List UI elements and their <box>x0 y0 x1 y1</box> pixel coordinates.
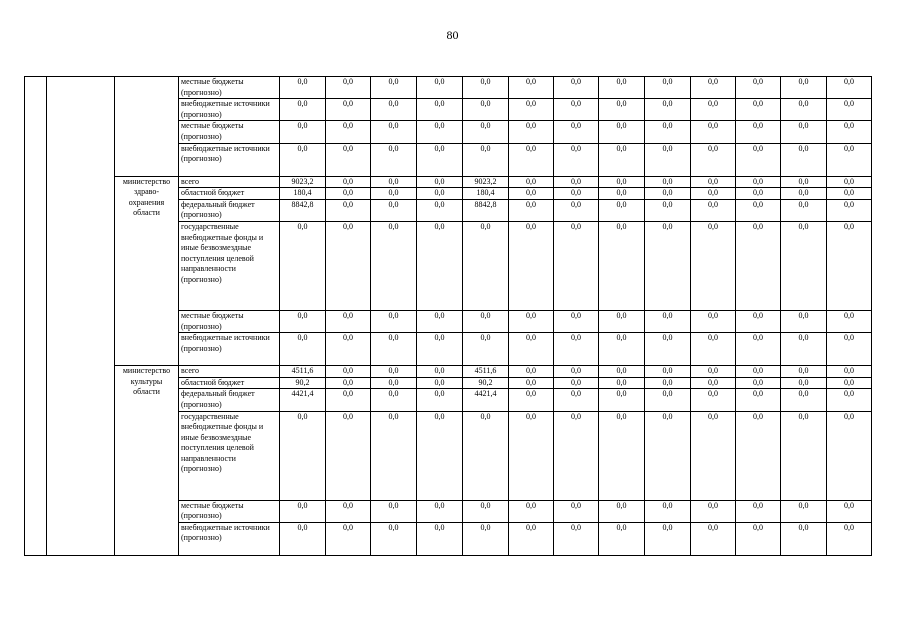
value-cell: 0,0 <box>827 188 872 200</box>
value-cell: 0,0 <box>509 143 554 176</box>
value-cell: 0,0 <box>509 99 554 121</box>
value-cell: 0,0 <box>509 310 554 332</box>
value-cell: 0,0 <box>371 121 417 143</box>
value-cell: 0,0 <box>736 522 781 555</box>
page-number: 80 <box>446 28 459 42</box>
value-cell: 0,0 <box>691 77 736 99</box>
value-cell: 0,0 <box>371 522 417 555</box>
value-cell: 0,0 <box>691 121 736 143</box>
value-cell: 180,4 <box>280 188 326 200</box>
value-cell: 0,0 <box>417 310 463 332</box>
value-cell: 0,0 <box>599 366 645 378</box>
value-cell: 0,0 <box>827 366 872 378</box>
value-cell: 0,0 <box>554 199 599 221</box>
value-cell: 0,0 <box>736 199 781 221</box>
value-cell: 0,0 <box>691 366 736 378</box>
value-cell: 0,0 <box>509 77 554 99</box>
funding-source-cell: местные бюджеты (прогнозно) <box>179 77 280 99</box>
value-cell: 0,0 <box>417 188 463 200</box>
value-cell: 0,0 <box>417 366 463 378</box>
value-cell: 0,0 <box>781 99 827 121</box>
value-cell: 0,0 <box>781 199 827 221</box>
value-cell: 4421,4 <box>463 389 509 411</box>
value-cell: 0,0 <box>371 389 417 411</box>
value-cell: 0,0 <box>280 310 326 332</box>
value-cell: 0,0 <box>554 377 599 389</box>
value-cell: 0,0 <box>463 411 509 500</box>
value-cell: 0,0 <box>691 143 736 176</box>
organization-cell: министерство культуры области <box>115 366 179 556</box>
value-cell: 0,0 <box>326 188 371 200</box>
value-cell: 0,0 <box>417 77 463 99</box>
value-cell: 0,0 <box>645 411 691 500</box>
value-cell: 0,0 <box>371 199 417 221</box>
value-cell: 0,0 <box>599 310 645 332</box>
value-cell: 0,0 <box>280 99 326 121</box>
value-cell: 0,0 <box>417 500 463 522</box>
value-cell: 0,0 <box>691 310 736 332</box>
funding-source-cell: местные бюджеты (прогнозно) <box>179 500 280 522</box>
value-cell: 9023,2 <box>280 176 326 188</box>
value-cell: 0,0 <box>645 221 691 310</box>
value-cell: 0,0 <box>417 221 463 310</box>
value-cell: 0,0 <box>827 522 872 555</box>
value-cell: 0,0 <box>781 143 827 176</box>
value-cell: 0,0 <box>326 143 371 176</box>
value-cell: 0,0 <box>827 77 872 99</box>
value-cell: 0,0 <box>371 333 417 366</box>
value-cell: 0,0 <box>371 377 417 389</box>
value-cell: 0,0 <box>326 310 371 332</box>
value-cell: 4421,4 <box>280 389 326 411</box>
value-cell: 0,0 <box>827 121 872 143</box>
value-cell: 0,0 <box>599 500 645 522</box>
value-cell: 0,0 <box>554 143 599 176</box>
value-cell: 0,0 <box>827 199 872 221</box>
funding-source-cell: местные бюджеты (прогнозно) <box>179 310 280 332</box>
value-cell: 0,0 <box>827 500 872 522</box>
value-cell: 0,0 <box>509 500 554 522</box>
value-cell: 0,0 <box>509 221 554 310</box>
value-cell: 0,0 <box>691 411 736 500</box>
organization-cell <box>115 77 179 177</box>
value-cell: 0,0 <box>736 99 781 121</box>
value-cell: 0,0 <box>509 333 554 366</box>
value-cell: 0,0 <box>691 176 736 188</box>
value-cell: 0,0 <box>280 333 326 366</box>
value-cell: 0,0 <box>645 377 691 389</box>
value-cell: 0,0 <box>371 366 417 378</box>
value-cell: 0,0 <box>827 377 872 389</box>
value-cell: 0,0 <box>463 143 509 176</box>
value-cell: 0,0 <box>736 77 781 99</box>
value-cell: 0,0 <box>326 77 371 99</box>
value-cell: 0,0 <box>599 389 645 411</box>
value-cell: 0,0 <box>417 121 463 143</box>
value-cell: 0,0 <box>599 99 645 121</box>
value-cell: 8842,8 <box>463 199 509 221</box>
funding-source-cell: государственные внебюджетные фонды и иные безвозмездные поступления целевой направленности (прогнозно) <box>179 411 280 500</box>
value-cell: 0,0 <box>781 176 827 188</box>
value-cell: 0,0 <box>645 522 691 555</box>
value-cell: 0,0 <box>645 333 691 366</box>
value-cell: 0,0 <box>371 310 417 332</box>
value-cell: 0,0 <box>691 500 736 522</box>
value-cell: 0,0 <box>554 121 599 143</box>
value-cell: 0,0 <box>554 333 599 366</box>
value-cell: 0,0 <box>781 366 827 378</box>
value-cell: 0,0 <box>509 199 554 221</box>
value-cell: 0,0 <box>326 199 371 221</box>
value-cell: 0,0 <box>827 176 872 188</box>
funding-source-cell: всего <box>179 176 280 188</box>
value-cell: 0,0 <box>554 310 599 332</box>
value-cell: 0,0 <box>463 121 509 143</box>
value-cell: 0,0 <box>827 221 872 310</box>
value-cell: 0,0 <box>509 389 554 411</box>
value-cell: 0,0 <box>781 77 827 99</box>
value-cell: 0,0 <box>554 389 599 411</box>
value-cell: 0,0 <box>599 333 645 366</box>
value-cell: 0,0 <box>691 199 736 221</box>
value-cell: 0,0 <box>554 188 599 200</box>
funding-source-cell: всего <box>179 366 280 378</box>
value-cell: 0,0 <box>645 199 691 221</box>
value-cell: 0,0 <box>463 522 509 555</box>
value-cell: 0,0 <box>371 143 417 176</box>
funding-source-cell: государственные внебюджетные фонды и иные безвозмездные поступления целевой направленности (прогнозно) <box>179 221 280 310</box>
value-cell: 0,0 <box>326 522 371 555</box>
value-cell: 0,0 <box>645 188 691 200</box>
value-cell: 0,0 <box>781 389 827 411</box>
table-row <box>25 366 872 378</box>
value-cell: 0,0 <box>781 333 827 366</box>
value-cell: 0,0 <box>554 99 599 121</box>
funding-source-cell: внебюджетные источники (прогнозно) <box>179 522 280 555</box>
value-cell: 0,0 <box>509 121 554 143</box>
value-cell: 0,0 <box>417 411 463 500</box>
value-cell: 0,0 <box>509 522 554 555</box>
value-cell: 0,0 <box>827 333 872 366</box>
value-cell: 0,0 <box>736 188 781 200</box>
funding-source-cell: областной бюджет <box>179 188 280 200</box>
value-cell: 0,0 <box>509 366 554 378</box>
value-cell: 0,0 <box>736 389 781 411</box>
value-cell: 0,0 <box>781 411 827 500</box>
value-cell: 0,0 <box>371 221 417 310</box>
table-row <box>25 77 872 99</box>
value-cell: 0,0 <box>691 389 736 411</box>
value-cell: 0,0 <box>736 143 781 176</box>
value-cell: 0,0 <box>827 99 872 121</box>
value-cell: 0,0 <box>827 411 872 500</box>
value-cell: 0,0 <box>554 366 599 378</box>
value-cell: 0,0 <box>781 500 827 522</box>
value-cell: 0,0 <box>691 221 736 310</box>
value-cell: 0,0 <box>463 310 509 332</box>
value-cell: 0,0 <box>463 221 509 310</box>
funding-source-cell: областной бюджет <box>179 377 280 389</box>
value-cell: 0,0 <box>280 221 326 310</box>
value-cell: 0,0 <box>463 99 509 121</box>
value-cell: 0,0 <box>736 500 781 522</box>
value-cell: 0,0 <box>371 99 417 121</box>
value-cell: 0,0 <box>554 221 599 310</box>
value-cell: 0,0 <box>736 411 781 500</box>
funding-source-cell: внебюджетные источники (прогнозно) <box>179 99 280 121</box>
value-cell: 0,0 <box>463 77 509 99</box>
value-cell: 0,0 <box>326 99 371 121</box>
value-cell: 0,0 <box>599 522 645 555</box>
value-cell: 0,0 <box>326 500 371 522</box>
value-cell: 0,0 <box>736 377 781 389</box>
table-row <box>25 176 872 188</box>
value-cell: 0,0 <box>417 377 463 389</box>
value-cell: 0,0 <box>827 143 872 176</box>
value-cell: 8842,8 <box>280 199 326 221</box>
value-cell: 0,0 <box>781 188 827 200</box>
funding-source-cell: внебюджетные источники (прогнозно) <box>179 333 280 366</box>
value-cell: 0,0 <box>691 99 736 121</box>
value-cell: 4511,6 <box>280 366 326 378</box>
value-cell: 0,0 <box>417 522 463 555</box>
value-cell: 0,0 <box>417 333 463 366</box>
value-cell: 0,0 <box>645 500 691 522</box>
value-cell: 0,0 <box>326 366 371 378</box>
funding-source-cell: федеральный бюджет (прогнозно) <box>179 199 280 221</box>
value-cell: 0,0 <box>280 121 326 143</box>
value-cell: 0,0 <box>371 411 417 500</box>
value-cell: 0,0 <box>463 333 509 366</box>
budget-table <box>24 76 872 556</box>
value-cell: 0,0 <box>827 310 872 332</box>
value-cell: 0,0 <box>781 310 827 332</box>
value-cell: 0,0 <box>691 522 736 555</box>
value-cell: 180,4 <box>463 188 509 200</box>
value-cell: 0,0 <box>736 333 781 366</box>
value-cell: 0,0 <box>509 377 554 389</box>
value-cell: 0,0 <box>781 522 827 555</box>
value-cell: 90,2 <box>280 377 326 389</box>
value-cell: 0,0 <box>599 77 645 99</box>
value-cell: 0,0 <box>645 366 691 378</box>
value-cell: 0,0 <box>417 199 463 221</box>
value-cell: 0,0 <box>280 500 326 522</box>
value-cell: 0,0 <box>691 188 736 200</box>
value-cell: 0,0 <box>371 500 417 522</box>
value-cell: 4511,6 <box>463 366 509 378</box>
value-cell: 0,0 <box>645 310 691 332</box>
value-cell: 0,0 <box>645 176 691 188</box>
value-cell: 9023,2 <box>463 176 509 188</box>
value-cell: 0,0 <box>599 411 645 500</box>
value-cell: 0,0 <box>554 176 599 188</box>
value-cell: 0,0 <box>554 411 599 500</box>
value-cell: 0,0 <box>326 121 371 143</box>
value-cell: 0,0 <box>691 377 736 389</box>
funding-source-cell: федеральный бюджет (прогнозно) <box>179 389 280 411</box>
value-cell: 0,0 <box>781 221 827 310</box>
value-cell: 0,0 <box>371 77 417 99</box>
value-cell: 0,0 <box>417 143 463 176</box>
value-cell: 0,0 <box>417 176 463 188</box>
value-cell: 0,0 <box>645 77 691 99</box>
value-cell: 0,0 <box>326 411 371 500</box>
value-cell: 0,0 <box>280 143 326 176</box>
value-cell: 0,0 <box>599 176 645 188</box>
value-cell: 0,0 <box>463 500 509 522</box>
value-cell: 0,0 <box>599 199 645 221</box>
organization-cell: министерство здраво-охранения области <box>115 176 179 366</box>
value-cell: 0,0 <box>736 176 781 188</box>
value-cell: 0,0 <box>326 333 371 366</box>
value-cell: 0,0 <box>417 389 463 411</box>
value-cell: 0,0 <box>645 389 691 411</box>
value-cell: 0,0 <box>599 221 645 310</box>
value-cell: 90,2 <box>463 377 509 389</box>
value-cell: 0,0 <box>371 188 417 200</box>
funding-source-cell: внебюджетные источники (прогнозно) <box>179 143 280 176</box>
value-cell: 0,0 <box>509 411 554 500</box>
value-cell: 0,0 <box>509 188 554 200</box>
value-cell: 0,0 <box>781 121 827 143</box>
value-cell: 0,0 <box>599 377 645 389</box>
table-body <box>25 77 872 556</box>
value-cell: 0,0 <box>280 522 326 555</box>
value-cell: 0,0 <box>781 377 827 389</box>
value-cell: 0,0 <box>691 333 736 366</box>
value-cell: 0,0 <box>599 121 645 143</box>
value-cell: 0,0 <box>326 377 371 389</box>
value-cell: 0,0 <box>371 176 417 188</box>
value-cell: 0,0 <box>736 310 781 332</box>
value-cell: 0,0 <box>827 389 872 411</box>
value-cell: 0,0 <box>736 121 781 143</box>
value-cell: 0,0 <box>645 143 691 176</box>
value-cell: 0,0 <box>645 121 691 143</box>
value-cell: 0,0 <box>554 500 599 522</box>
value-cell: 0,0 <box>280 411 326 500</box>
index-column-cell <box>25 77 47 556</box>
value-cell: 0,0 <box>417 99 463 121</box>
value-cell: 0,0 <box>599 188 645 200</box>
value-cell: 0,0 <box>554 522 599 555</box>
value-cell: 0,0 <box>599 143 645 176</box>
value-cell: 0,0 <box>509 176 554 188</box>
value-cell: 0,0 <box>280 77 326 99</box>
value-cell: 0,0 <box>736 221 781 310</box>
value-cell: 0,0 <box>326 389 371 411</box>
value-cell: 0,0 <box>326 176 371 188</box>
value-cell: 0,0 <box>736 366 781 378</box>
value-cell: 0,0 <box>326 221 371 310</box>
value-cell: 0,0 <box>645 99 691 121</box>
value-cell: 0,0 <box>554 77 599 99</box>
funding-source-cell: местные бюджеты (прогнозно) <box>179 121 280 143</box>
program-column-cell <box>47 77 115 556</box>
